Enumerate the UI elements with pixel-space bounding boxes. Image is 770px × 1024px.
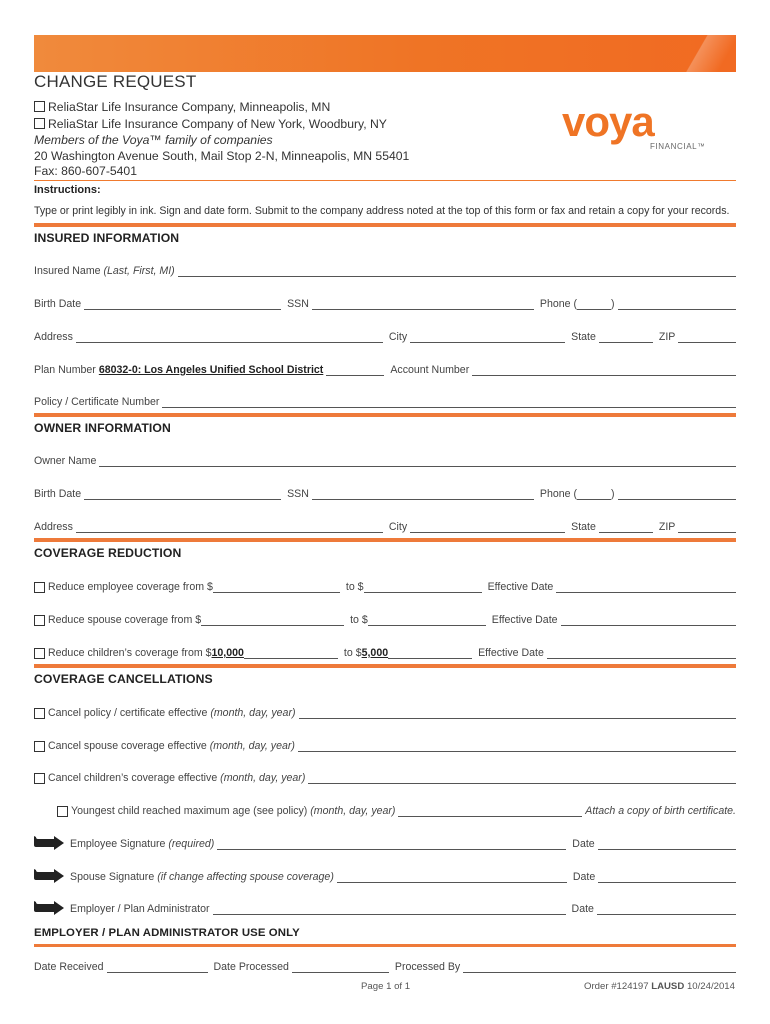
field-label: State xyxy=(571,521,596,533)
plan-number-field[interactable] xyxy=(326,364,384,376)
company-option-reliastar xyxy=(34,100,330,114)
field-label: Policy / Certificate Number xyxy=(34,396,160,408)
field-label: ) xyxy=(611,488,615,500)
employer-signature-date-field[interactable] xyxy=(597,903,736,915)
checkbox[interactable] xyxy=(34,101,45,112)
date-received-field[interactable] xyxy=(107,961,208,973)
employer-signature-field[interactable] xyxy=(213,903,566,915)
cancel-children-date-field[interactable] xyxy=(308,772,736,784)
company-label: ReliaStar Life Insurance Company of New York, Woodbury, NY xyxy=(48,117,387,131)
owner-name-row xyxy=(34,453,736,467)
insured-zip-field[interactable] xyxy=(678,331,736,343)
field-label: Employer / Plan Administrator xyxy=(70,903,210,915)
insured-city-field[interactable] xyxy=(410,331,565,343)
arrow-right-icon xyxy=(34,901,64,915)
owner-state-field[interactable] xyxy=(599,521,653,533)
field-label: Date Received xyxy=(34,961,104,973)
checkbox[interactable] xyxy=(34,118,45,129)
children-to-field[interactable] xyxy=(388,647,472,659)
youngest-child-row xyxy=(57,803,736,817)
field-label: Reduce employee coverage from $ xyxy=(48,581,213,593)
cancel-spouse-row xyxy=(34,738,736,752)
family-note: Members of the Voya™ family of companies xyxy=(34,133,273,147)
spouse-signature-field[interactable] xyxy=(337,871,567,883)
spouse-to-field[interactable] xyxy=(368,614,486,626)
cancel-spouse-date-field[interactable] xyxy=(298,740,736,752)
section-divider xyxy=(34,413,736,417)
field-label: Date Processed xyxy=(213,961,289,973)
field-label: City xyxy=(388,521,408,533)
reduce-spouse-checkbox[interactable] xyxy=(34,615,45,626)
fax-number: Fax: 860-607-5401 xyxy=(34,164,137,178)
owner-phone-field[interactable] xyxy=(618,488,736,500)
logo-subtitle: FINANCIAL™ xyxy=(650,142,704,151)
instructions-text: Type or print legibly in ink. Sign and date form. Submit to the company address noted at the top of this form or fax and retain a copy for your records. xyxy=(34,205,730,217)
voya-logo xyxy=(562,100,704,152)
owner-city-field[interactable] xyxy=(410,521,565,533)
cancel-policy-date-field[interactable] xyxy=(299,707,736,719)
field-label: ) xyxy=(611,298,615,310)
section-divider xyxy=(34,944,736,947)
company-address: 20 Washington Avenue South, Mail Stop 2-N, Minneapolis, MN 55401 xyxy=(34,149,410,163)
field-label: Effective Date xyxy=(478,647,544,659)
field-label: Effective Date xyxy=(491,614,558,626)
field-label: Insured Name (Last, First, MI) xyxy=(34,265,175,277)
logo-wordmark: voya xyxy=(562,100,654,145)
spouse-signature-date-field[interactable] xyxy=(598,871,736,883)
company-label: ReliaStar Life Insurance Company, Minneapolis, MN xyxy=(48,100,331,114)
employee-to-field[interactable] xyxy=(364,581,482,593)
section-divider xyxy=(34,538,736,542)
field-label: Effective Date xyxy=(487,581,554,593)
account-number-field[interactable] xyxy=(472,364,736,376)
field-label: Owner Name xyxy=(34,455,97,467)
employee-signature-field[interactable] xyxy=(217,838,566,850)
field-label: Cancel policy / certificate effective (month, day, year) xyxy=(48,707,296,719)
field-label: Reduce spouse coverage from $ xyxy=(48,614,202,626)
section-heading-reduction: COVERAGE REDUCTION xyxy=(34,546,182,560)
divider xyxy=(34,180,736,181)
children-from-field[interactable] xyxy=(244,647,338,659)
children-effective-date-field[interactable] xyxy=(547,647,736,659)
employee-signature-row xyxy=(34,836,736,850)
field-label: Youngest child reached maximum age (see policy) (month, day, year) xyxy=(71,805,396,817)
field-label: Date xyxy=(571,903,594,915)
arrow-right-icon xyxy=(34,869,64,883)
attach-note: Attach a copy of birth certificate. xyxy=(585,805,736,817)
insured-ssn-field[interactable] xyxy=(312,298,534,310)
policy-number-field[interactable] xyxy=(162,396,736,408)
field-label: Employee Signature (required) xyxy=(70,838,215,850)
section-divider xyxy=(34,223,736,227)
field-label: SSN xyxy=(287,488,309,500)
field-label: Plan Number xyxy=(34,364,96,376)
page-number: Page 1 of 1 xyxy=(361,981,411,992)
spouse-effective-date-field[interactable] xyxy=(561,614,736,626)
cancel-policy-checkbox[interactable] xyxy=(34,708,45,719)
insured-address-field[interactable] xyxy=(76,331,383,343)
field-label: SSN xyxy=(287,298,309,310)
field-label: City xyxy=(388,331,408,343)
owner-ssn-field[interactable] xyxy=(312,488,534,500)
section-heading-owner: OWNER INFORMATION xyxy=(34,421,171,435)
employer-signature-row xyxy=(34,901,736,915)
plan-number-value: 68032-0: Los Angeles Unified School District xyxy=(98,364,324,376)
insured-birth-row xyxy=(34,296,736,310)
spouse-signature-row xyxy=(34,869,736,883)
field-label: to $ xyxy=(345,581,364,593)
field-label: Date xyxy=(572,871,596,883)
owner-name-field[interactable] xyxy=(99,455,736,467)
cancel-children-row xyxy=(34,770,736,784)
reduce-employee-row xyxy=(34,579,736,593)
owner-area-code-field[interactable] xyxy=(577,488,611,500)
children-from-value: 10,000 xyxy=(211,647,244,659)
insured-address-row xyxy=(34,329,736,343)
arrow-right-icon xyxy=(34,836,64,850)
field-label: Date xyxy=(572,838,595,850)
cancel-spouse-checkbox[interactable] xyxy=(34,741,45,752)
section-heading-cancellations: COVERAGE CANCELLATIONS xyxy=(34,672,213,686)
admin-row xyxy=(34,959,736,973)
page-title: CHANGE REQUEST xyxy=(34,72,197,91)
insured-name-field[interactable] xyxy=(178,265,736,277)
spouse-from-field[interactable] xyxy=(201,614,344,626)
reduce-employee-checkbox[interactable] xyxy=(34,582,45,593)
owner-birth-row xyxy=(34,486,736,500)
reduce-children-checkbox[interactable] xyxy=(34,648,45,659)
field-label: to $ xyxy=(350,614,368,626)
owner-birth-date-field[interactable] xyxy=(84,488,281,500)
field-label: Account Number xyxy=(390,364,470,376)
field-label: Address xyxy=(34,331,73,343)
insured-phone-field[interactable] xyxy=(618,298,736,310)
youngest-child-checkbox[interactable] xyxy=(57,806,68,817)
instructions-heading: Instructions: xyxy=(34,184,101,196)
insured-name-row xyxy=(34,263,736,277)
order-number: Order #124197 LAUSD 10/24/2014 xyxy=(584,981,735,992)
employee-signature-date-field[interactable] xyxy=(598,838,736,850)
field-label: Birth Date xyxy=(34,488,82,500)
header-banner xyxy=(34,35,736,72)
employee-from-field[interactable] xyxy=(213,581,340,593)
field-label: Phone ( xyxy=(539,298,578,310)
employee-effective-date-field[interactable] xyxy=(556,581,736,593)
reduce-children-row xyxy=(34,645,736,659)
insured-plan-row xyxy=(34,362,736,376)
owner-address-field[interactable] xyxy=(76,521,383,533)
section-heading-admin: EMPLOYER / PLAN ADMINISTRATOR USE ONLY xyxy=(34,927,300,939)
processed-by-field[interactable] xyxy=(463,961,736,973)
field-label: Reduce children’s coverage from $ xyxy=(48,647,212,659)
field-label: State xyxy=(571,331,596,343)
owner-zip-field[interactable] xyxy=(678,521,736,533)
company-option-reliastar-ny xyxy=(34,117,387,131)
field-label: Cancel spouse coverage effective (month, day, year) xyxy=(48,740,295,752)
insured-area-code-field[interactable] xyxy=(577,298,611,310)
reduce-spouse-row xyxy=(34,612,736,626)
insured-policy-row xyxy=(34,394,736,408)
insured-birth-date-field[interactable] xyxy=(84,298,281,310)
section-heading-insured: INSURED INFORMATION xyxy=(34,231,180,245)
insured-state-field[interactable] xyxy=(599,331,653,343)
field-label: Phone ( xyxy=(539,488,578,500)
field-label: Cancel children’s coverage effective (month, day, year) xyxy=(48,772,306,784)
field-label: Processed By xyxy=(394,961,461,973)
children-to-value: 5,000 xyxy=(361,647,389,659)
field-label: to $ xyxy=(343,647,362,659)
date-processed-field[interactable] xyxy=(292,961,389,973)
cancel-policy-row xyxy=(34,705,736,719)
field-label: Address xyxy=(34,521,73,533)
youngest-child-date-field[interactable] xyxy=(398,805,582,817)
field-label: Spouse Signature (if change affecting spouse coverage) xyxy=(70,871,334,883)
section-divider xyxy=(34,664,736,668)
cancel-children-checkbox[interactable] xyxy=(34,773,45,784)
owner-address-row xyxy=(34,519,736,533)
field-label: ZIP xyxy=(658,331,676,343)
field-label: Birth Date xyxy=(34,298,82,310)
field-label: ZIP xyxy=(658,521,676,533)
